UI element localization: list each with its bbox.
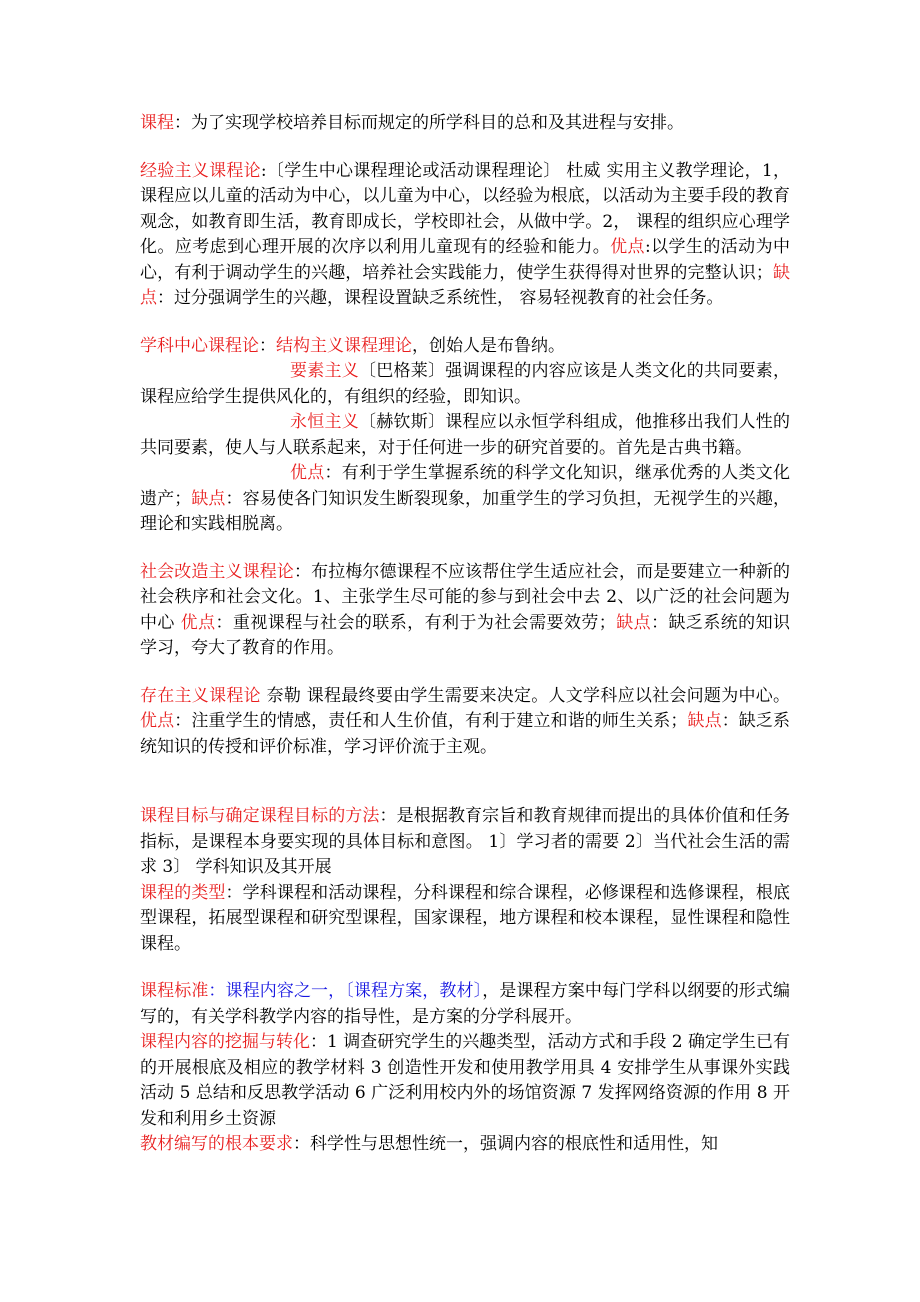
paragraph-existentialism [140, 684, 790, 761]
disadvantage-text: ：缺乏系统的知识学习，夸大了教育的作用。 [140, 612, 791, 658]
structuralism-text: ，创始人是布鲁纳。 [412, 335, 565, 356]
definition-text: ：为了实现学校培养目标而规定的所学科目的总和及其进程与安排。 [174, 113, 684, 133]
paragraph-subject-centered [140, 334, 790, 360]
term-curriculum-goals: 课程目标与确定课程目标的方法 [140, 806, 380, 826]
curriculum-types-text: ：学科课程和活动课程，分科课程和综合课程，必修课程和选修课程，根底型课程，拓展型课程和研究型课程，国家课程，地方课程和校本课程，显性课程和隐性课程。 [140, 882, 791, 954]
paragraph-curriculum-types [140, 881, 790, 958]
perennialism-text: 〔赫钦斯〕课程应以永恒学科组成，他推移出我们人性的共同要素，使人与人联系起来，对于任何进一步的研究首要的。首先是古典书籍。 [140, 412, 790, 458]
curriculum-goals-text: ：是根据教育宗旨和教育规律而提出的具体价值和任务指标，是课程本身要实现的具体目标和意图。 1〕学习者的需要 2〕当代社会生活的需求 3〕 学科知识及其开展 [140, 806, 791, 877]
advantage-text: ：重视课程与社会的联系，有利于为社会需要效劳； [215, 612, 616, 633]
term-curriculum-types: 课程的类型 [140, 882, 226, 903]
advantage-text: ：注重学生的情感，责任和人生价值，有利于建立和谐的师生关系； [174, 711, 688, 731]
advantage-text: :以学生的活动为中心，有利于调动学生的兴趣，培养社会实践能力，使学生获得得对世界的完整认识； [140, 237, 790, 283]
paragraph-social-reconstruction [140, 560, 790, 662]
paragraph-curriculum-goals [140, 804, 790, 881]
advantage-label: 优点 [140, 711, 175, 731]
paragraph-curriculum-definition [140, 111, 790, 137]
curriculum-standards-text: ，是课程方案中每门学科以纲要的形式编写的，有关学科教学内容的指导性，是方案的分学科展开。 [140, 981, 791, 1027]
disadvantage-label: 缺点 [687, 711, 722, 731]
paragraph-curriculum-standards [140, 979, 790, 1030]
term-curriculum-standards: 课程标准 [140, 981, 209, 1001]
paragraph-textbook-requirements [140, 1132, 790, 1158]
document-body [140, 111, 790, 1158]
term-textbook-requirements: 教材编写的根本要求 [140, 1134, 293, 1154]
term-existentialism: 存在主义课程论 [140, 685, 261, 706]
content-mining-text: ：1 调查研究学生的兴趣类型，活动方式和手段 2 确定学生已有的开展根底及相应的教学材料 3 创造性开发和使用教学用具 4 安排学生从事课外实践活动 5 总结和反思教学活动 6 广泛利用校内外的场馆资源 7 发挥网络资源的作用 8 开发和利用乡土资源 [140, 1032, 791, 1129]
experientialism-text: :〔学生中心课程理论或活动课程理论〕 杜威 实用主义教学理论，1， 课程应以儿童的活动为中心，以儿童为中心，以经验为根底，以活动为主要手段的教育观念，如教育即生活，教育即成长，学校即社会，从做中学。2， 课程的组织应心理学化。应考虑到心理开展的次序以利用儿童现有的经验和能力。 [140, 160, 791, 257]
disadvantage-text: ：缺乏系统知识的传授和评价标准，学习评价流于主观。 [140, 711, 791, 757]
term-curriculum: 课程 [140, 113, 174, 133]
advantage-label: 优点 [290, 463, 325, 483]
paragraph-perennialism [140, 410, 790, 461]
disadvantage-label: 缺点 [191, 488, 226, 509]
existentialism-text: 奈勒 课程最终要由学生需要来决定。人文学科应以社会问题为中心。 [260, 685, 791, 706]
disadvantage-label: 缺点 [615, 612, 652, 633]
term-structuralism: 结构主义课程理论 [276, 335, 412, 356]
term-subject-centered: 学科中心课程论 [140, 335, 259, 356]
term-essentialism: 要素主义 [290, 361, 359, 381]
term-content-mining: 课程内容的挖掘与转化 [140, 1032, 311, 1052]
paragraph-subject-pros-cons [140, 461, 790, 538]
colon: ： [259, 335, 276, 356]
term-social-reconstruction: 社会改造主义课程论 [140, 561, 294, 582]
advantage-label: 优点 [180, 612, 216, 633]
social-reconstruction-text: ：布拉梅尔德课程不应该帮住学生适应社会，而是要建立一种新的社会秩序和社会文化。1、主张学生尽可能的参与到社会中去 2、以广泛的社会问题为中心 [140, 561, 791, 633]
paragraph-content-mining [140, 1030, 790, 1132]
term-experientialism: 经验主义课程论 [140, 160, 261, 181]
paragraph-experientialism [140, 159, 790, 312]
paragraph-essentialism [140, 359, 790, 410]
textbook-requirements-text: ：科学性与思想性统一，强调内容的根底性和适用性，知 [293, 1134, 718, 1154]
disadvantage-text: ：容易使各门知识发生断裂现象，加重学生的学习负担，无视学生的兴趣，理论和实践相脱离。 [140, 488, 791, 534]
curriculum-standards-note: ：课程内容之一，〔课程方案，教材〕 [208, 981, 483, 1001]
advantage-text: ：有利于学生掌握系统的科学文化知识，继承优秀的人类文化遗产； [140, 463, 790, 509]
advantage-label: 优点 [610, 237, 645, 257]
disadvantage-label: 缺点 [140, 262, 790, 308]
disadvantage-text: ：过分强调学生的兴趣，课程设置缺乏系统性， 容易轻视教育的社会任务。 [157, 288, 724, 308]
essentialism-text: 〔巴格莱〕强调课程的内容应该是人类文化的共同要素，课程应给学生提供风化的，有组织的经验，即知识。 [140, 361, 790, 407]
term-perennialism: 永恒主义 [290, 412, 359, 432]
